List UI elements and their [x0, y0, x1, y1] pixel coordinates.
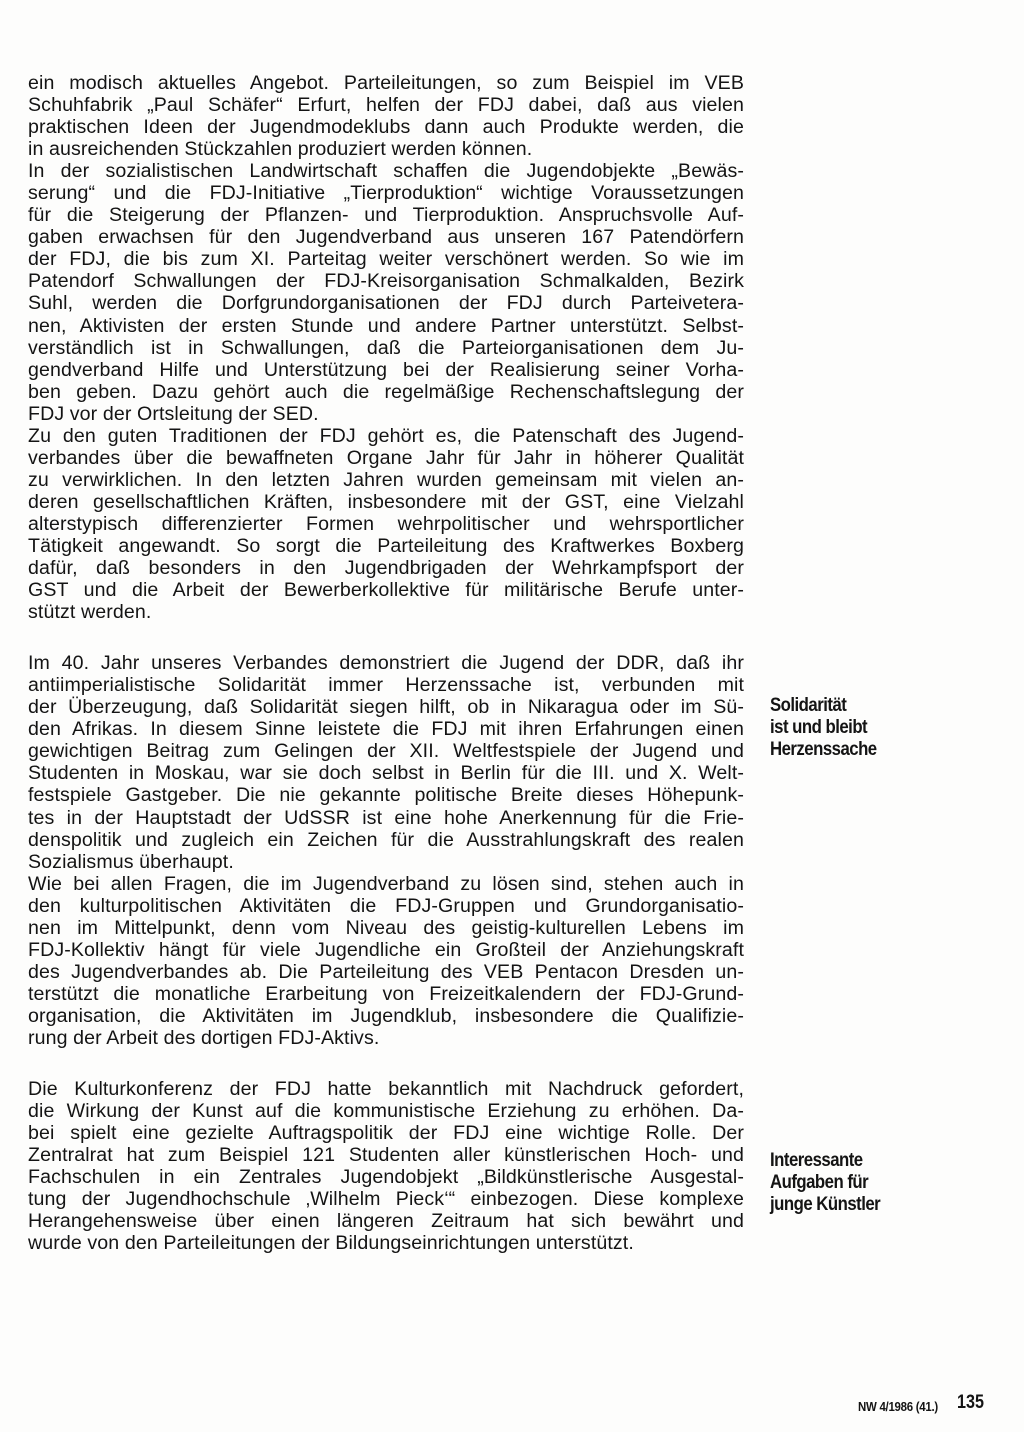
- issue-reference: NW 4/1986 (41.): [858, 1399, 938, 1414]
- text-line: Schuhfabrik „Paul Schäfer“ Erfurt, helfen der FDJ dabei, daß aus vielen: [28, 94, 744, 117]
- text-line: in ausreichenden Stückzahlen produziert werden können.: [28, 138, 533, 161]
- text-section: [28, 652, 744, 1049]
- text-line: den Afrikas. In diesem Sinne leistete die FDJ mit ihren Erfahrungen einen: [28, 718, 744, 741]
- text-line: gendverband Hilfe und Unterstützung bei der Realisierung seiner Vorha-: [28, 358, 744, 381]
- text-line: In der sozialistischen Landwirtschaft schaffen die Jugendobjekte „Bewäs-: [28, 160, 744, 183]
- margin-heading-line: junge Künstler: [770, 1193, 881, 1215]
- text-line: tes in der Hauptstadt der UdSSR ist eine hohe Anerkennung für die Frie-: [28, 806, 744, 829]
- text-line: tung der Jugendhochschule ‚Wilhelm Pieck‘“ einbezogen. Diese komplexe: [28, 1188, 744, 1211]
- margin-heading-kuenstler: [770, 1149, 933, 1215]
- text-line: antiimperialistische Solidarität immer Herzenssache ist, verbunden mit: [28, 674, 744, 697]
- text-line: zu verwirklichen. In den letzten Jahren wurden gemeinsam mit vielen an-: [28, 468, 744, 491]
- text-line: serung“ und die FDJ-Initiative „Tierproduktion“ wichtige Voraussetzungen: [28, 182, 744, 205]
- text-line: ben geben. Dazu gehört auch die regelmäßige Rechenschaftslegung der: [28, 380, 744, 403]
- text-line: organisation, die Aktivitäten im Jugendklub, insbesondere die Qualifizie-: [28, 1004, 744, 1027]
- text-line: Zentralrat hat zum Beispiel 121 Studenten aller künstlerischen Hoch- und: [28, 1144, 744, 1167]
- text-line: der FDJ, die bis zum XI. Parteitag weiter verschönert werden. So wie im: [28, 248, 744, 271]
- text-line: der Überzeugung, daß Solidarität siegen hilft, ob in Nikaragua oder im Sü-: [28, 696, 744, 719]
- margin-heading-line: Herzenssache: [770, 738, 877, 760]
- text-line: praktischen Ideen der Jugendmodeklubs dann auch Produkte werden, die: [28, 116, 744, 139]
- text-line: stützt werden.: [28, 601, 152, 624]
- margin-heading-line: Aufgaben für: [770, 1171, 869, 1193]
- text-line: nen, Aktivisten der ersten Stunde und andere Partner unterstützt. Selbst-: [28, 314, 744, 337]
- margin-heading-solidaritaet: [770, 694, 933, 760]
- page-number: 135: [957, 1392, 984, 1413]
- text-line: FDJ-Kollektiv hängt für viele Jugendliche ein Großteil der Anziehungskraft: [28, 938, 744, 961]
- text-line: Sozialismus überhaupt.: [28, 850, 234, 873]
- text-section: [28, 72, 744, 623]
- text-line: nen im Mittelpunkt, denn vom Niveau des geistig-kulturellen Lebens im: [28, 916, 744, 939]
- text-line: die Wirkung der Kunst auf die kommunistische Erziehung zu erhöhen. Da-: [28, 1100, 744, 1123]
- text-line: gewichtigen Beitrag zum Gelingen der XII. Weltfestspiele der Jugend und: [28, 740, 744, 763]
- text-line: verständlich ist in Schwallungen, daß die Parteiorganisationen dem Ju-: [28, 336, 744, 359]
- text-line: dafür, daß besonders in den Jugendbrigaden der Wehrkampfsport der: [28, 557, 744, 580]
- text-line: des Jugendverbandes ab. Die Parteileitung des VEB Pentacon Dresden un-: [28, 960, 744, 983]
- text-line: alterstypisch differenzierter Formen wehrpolitischer und wehrsportlicher: [28, 512, 744, 535]
- text-line: Studenten in Moskau, war sie doch selbst in Berlin für die III. und X. Welt-: [28, 762, 744, 785]
- main-text-column: [28, 72, 744, 1254]
- margin-heading-line: Solidarität: [770, 694, 847, 716]
- text-line: GST und die Arbeit der Bewerberkollektive für militärische Berufe unter-: [28, 579, 744, 602]
- text-line: Patendorf Schwallungen der FDJ-Kreisorganisation Schmalkalden, Bezirk: [28, 270, 744, 293]
- text-line: ein modisch aktuelles Angebot. Parteileitungen, so zum Beispiel im VEB: [28, 72, 744, 94]
- text-line: bei spielt eine gezielte Auftragspolitik der FDJ eine wichtige Rolle. Der: [28, 1122, 744, 1145]
- text-line: Fachschulen in ein Zentrales Jugendobjekt „Bildkünstlerische Ausgestal-: [28, 1166, 744, 1189]
- text-line: terstützt die monatliche Erarbeitung von Freizeitkalendern der FDJ-Grund-: [28, 982, 744, 1005]
- text-line: für die Steigerung der Pflanzen- und Tierproduktion. Anspruchsvolle Auf-: [28, 204, 744, 227]
- text-line: Zu den guten Traditionen der FDJ gehört es, die Patenschaft des Jugend-: [28, 424, 744, 447]
- text-line: Tätigkeit angewandt. So sorgt die Parteileitung des Kraftwerkes Boxberg: [28, 534, 744, 557]
- text-line: den kulturpolitischen Aktivitäten die FDJ-Gruppen und Grundorganisatio-: [28, 894, 744, 917]
- text-line: wurde von den Parteileitungen der Bildungseinrichtungen unterstützt.: [28, 1232, 634, 1255]
- margin-heading-line: Interessante: [770, 1149, 863, 1171]
- text-line: festspiele Gastgeber. Die nie gekannte politische Breite dieses Höhepunk-: [28, 784, 744, 807]
- text-line: deren gesellschaftlichen Kräften, insbesondere mit der GST, eine Vielzahl: [28, 490, 744, 513]
- text-line: gaben erwachsen für den Jugendverband aus unseren 167 Patendörfern: [28, 226, 744, 249]
- text-section: [28, 1078, 744, 1254]
- text-line: Im 40. Jahr unseres Verbandes demonstriert die Jugend der DDR, daß ihr: [28, 652, 744, 675]
- text-line: Suhl, werden die Dorfgrundorganisationen der FDJ durch Parteivetera-: [28, 292, 744, 315]
- text-line: Die Kulturkonferenz der FDJ hatte bekanntlich mit Nachdruck gefordert,: [28, 1078, 744, 1101]
- text-line: Herangehensweise über einen längeren Zeitraum hat sich bewährt und: [28, 1210, 744, 1233]
- text-line: verbandes über die bewaffneten Organe Jahr für Jahr in höherer Qualität: [28, 446, 744, 469]
- text-line: denspolitik und zugleich ein Zeichen für die Ausstrahlungskraft des realen: [28, 828, 744, 851]
- text-line: Wie bei allen Fragen, die im Jugendverband zu lösen sind, stehen auch in: [28, 872, 744, 895]
- margin-heading-line: ist und bleibt: [770, 716, 868, 738]
- text-line: rung der Arbeit des dortigen FDJ-Aktivs.: [28, 1026, 380, 1049]
- text-line: FDJ vor der Ortsleitung der SED.: [28, 402, 319, 425]
